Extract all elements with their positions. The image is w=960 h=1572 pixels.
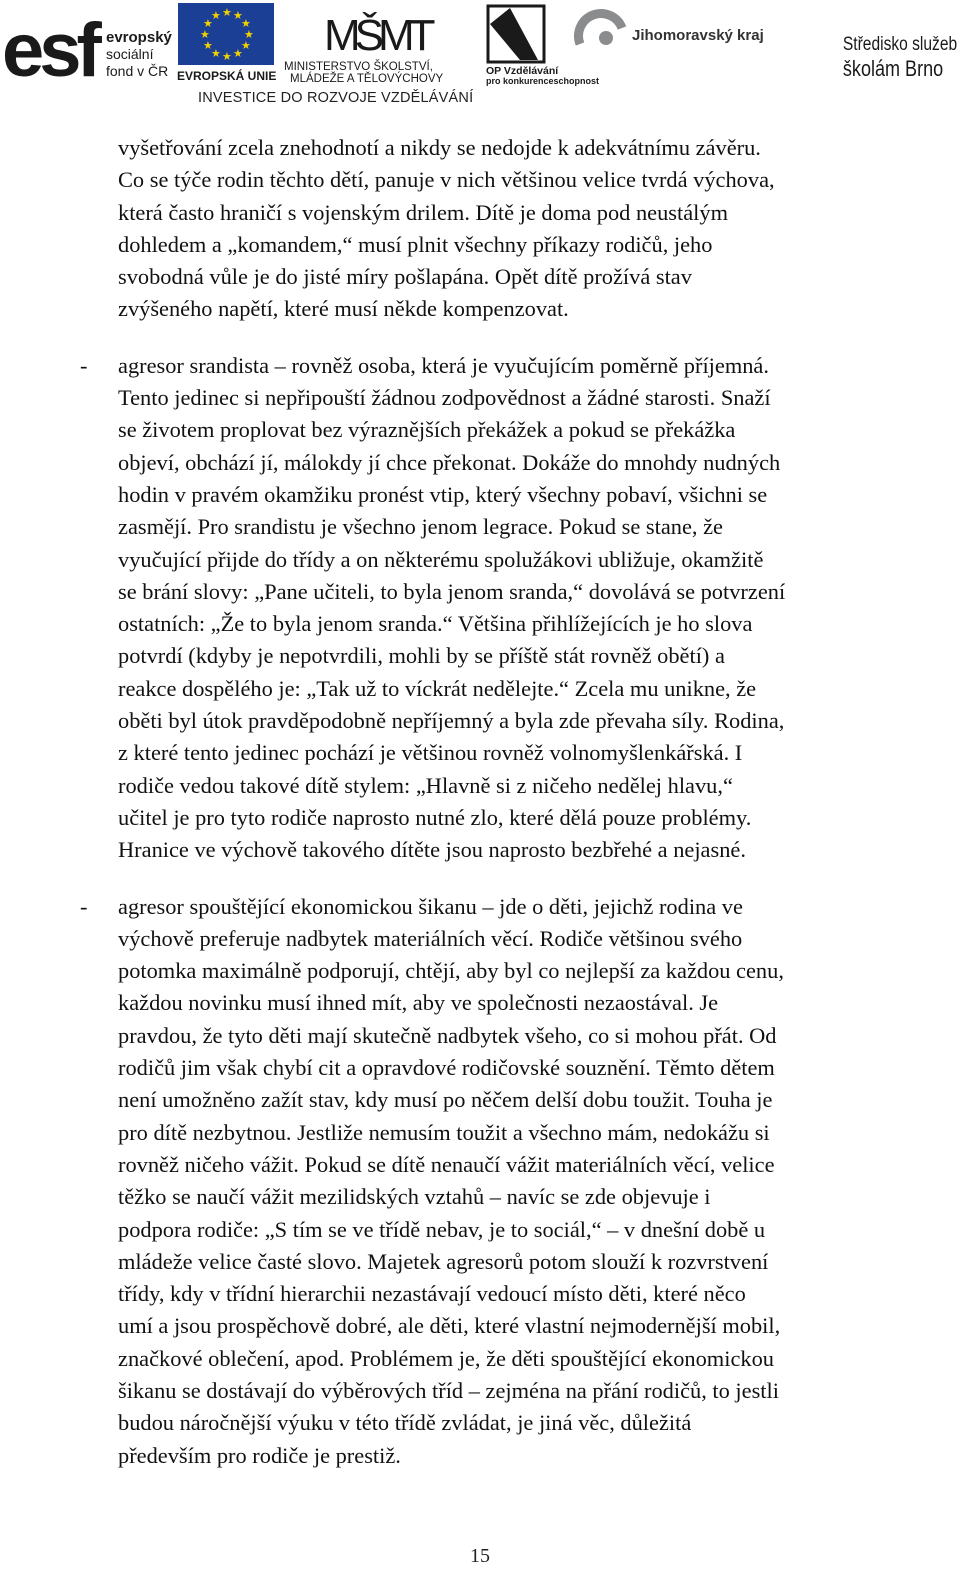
sks-logo bbox=[838, 26, 956, 91]
eu-star-icon: ★ bbox=[202, 40, 213, 52]
text-line: každou novinku musí ihned mít, aby ve společnosti nezaostával. Je bbox=[118, 990, 719, 1016]
msmt-line-1: MINISTERSTVO ŠKOLSTVÍ, bbox=[284, 61, 433, 73]
text-line: ostatních: „Že to byla jenom sranda.“ Většina přihlížejících je ho slova bbox=[118, 611, 753, 637]
esf-logo bbox=[2, 4, 172, 93]
text-line: oběti byl útok pravděpodobně nepříjemný a byla zde převaha síly. Rodina, bbox=[118, 708, 785, 734]
sks-line-2: školám Brno bbox=[842, 57, 944, 82]
text-line: se brání slovy: „Pane učiteli, to byla jenom sranda,“ dovolává se potvrzení bbox=[118, 578, 786, 604]
text-line: Co se týče rodin těchto dětí, panuje v nich většinou velice tvrdá výchova, bbox=[118, 167, 775, 193]
list-marker: - bbox=[80, 352, 88, 378]
text-line: agresor srandista – rovněž osoba, která je vyučujícím poměrně příjemná. bbox=[118, 352, 769, 378]
text-line: objeví, obchází jí, málokdy jí chce překonat. Dokáže do mnohdy nudných bbox=[118, 449, 781, 475]
page-number: 15 bbox=[470, 1545, 490, 1567]
text-line: pro dítě nezbytnou. Jestliže nemusím toužit a všechno mám, nedokážu si bbox=[118, 1119, 770, 1145]
opvk-shape bbox=[490, 8, 538, 60]
text-line: značkové oblečení, apod. Problémem je, že děti spouštějící ekonomickou bbox=[118, 1345, 774, 1371]
eu-star-icon: ★ bbox=[233, 9, 243, 22]
continuation-paragraph bbox=[118, 132, 960, 326]
logo-bar bbox=[0, 0, 960, 116]
text-line: učitel je pro tyto rodiče naprosto nutné zlo, které dělá pouze problémy. bbox=[118, 804, 752, 830]
text-line: vyšetřování zcela znehodnotí a nikdy se nedojde k adekvátnímu závěru. bbox=[118, 135, 761, 160]
text-line: šikanu se dostávají do výběrových tříd – zejména na přání rodičů, to jestli bbox=[118, 1377, 779, 1403]
text-line: umí a jsou prospěchově dobré, ale děti, které vlastní nejmodernější mobil, bbox=[118, 1313, 781, 1339]
eu-star-icon: ★ bbox=[233, 48, 243, 61]
eu-star-icon: ★ bbox=[200, 29, 210, 41]
text-line: budou náročnější výuku v této třídě zvládat, je jiná věc, důležitá bbox=[118, 1410, 692, 1436]
opvk-logo bbox=[480, 2, 600, 91]
jmk-dot bbox=[599, 31, 613, 45]
eu-star-icon: ★ bbox=[211, 9, 221, 22]
text-line: agresor spouštějící ekonomickou šikanu – jde o děti, jejichž rodina ve bbox=[118, 893, 743, 919]
bullet-list bbox=[80, 350, 960, 1472]
eu-star-icon: ★ bbox=[241, 18, 251, 30]
text-line: vyučující přijde do třídy a on některému spolužákovi ubližuje, okamžitě bbox=[118, 546, 764, 572]
jmk-logo bbox=[576, 8, 776, 63]
text-line: těžko se naučí vážit mezilidských vztahů – navíc se zde objevuje i bbox=[118, 1184, 711, 1210]
text-line: reakce dospělého je: „Tak už to víckrát nedělejte.“ Zcela mu unikne, že bbox=[118, 675, 757, 701]
text-line: potvrdí (kdyby je nepotvrdili, mohli by se příště stát rovněž obětí) a bbox=[118, 643, 725, 669]
text-line: zasmějí. Pro srandistu je všechno jenom legrace. Pokud se stane, že bbox=[118, 514, 723, 540]
esf-line-2: sociální bbox=[106, 46, 154, 62]
sks-line-1: Středisko služeb bbox=[842, 32, 958, 55]
eu-logo bbox=[176, 2, 280, 89]
document-body bbox=[80, 132, 960, 1496]
text-line: pravdou, že tyto děti mají skutečně nadbytek všeho, co si mohou přát. Od bbox=[118, 1022, 777, 1048]
list-item bbox=[80, 350, 960, 867]
esf-mark: esf bbox=[2, 8, 97, 93]
text-line: se životem proplovat bez výraznějších překážek a pokud se překážka bbox=[118, 417, 736, 443]
text-line: rovněž ničeho vážit. Pokud se dítě nenaučí vážit materiálních věcí, velice bbox=[118, 1151, 775, 1177]
text-line: Hranice ve výchově takového dítěte jsou naprosto bezbřehé a nejasné. bbox=[118, 837, 746, 863]
eu-star-icon: ★ bbox=[222, 51, 232, 63]
eu-star-icon: ★ bbox=[244, 29, 254, 41]
msmt-mark: MŠMT bbox=[324, 11, 430, 60]
text-line: především pro rodiče je prestiž. bbox=[118, 1442, 401, 1468]
msmt-line-2: MLÁDEŽE A TĚLOVÝCHOVY bbox=[290, 73, 444, 85]
text-line: podpora rodiče: „S tím se ve třídě nebav, je to sociál,“ – v dnešní době u bbox=[118, 1216, 766, 1242]
opvk-line-2: pro konkurenceschopnost bbox=[486, 76, 600, 86]
text-line: dohledem a „komandem,“ musí plnit všechny příkazy rodičů, jeho bbox=[118, 231, 713, 257]
esf-line-3: fond v ČR bbox=[106, 63, 169, 79]
jmk-label: Jihomoravský kraj bbox=[632, 27, 764, 44]
text-line: hodin v pravém okamžiku pronést vtip, který všechny pobaví, všichni se bbox=[118, 481, 768, 507]
esf-line-1: evropský bbox=[106, 29, 172, 46]
text-line: zvýšeného napětí, které musí někde kompenzovat. bbox=[118, 296, 569, 322]
text-line: třídy, kdy v třídní hierarchii nezastávají vedoucí místo děti, které něco bbox=[118, 1281, 746, 1307]
list-item-text bbox=[118, 891, 960, 1472]
list-item bbox=[80, 891, 960, 1472]
eu-star-icon: ★ bbox=[241, 40, 251, 52]
eu-label: EVROPSKÁ UNIE bbox=[177, 69, 277, 83]
text-line: výchově preferuje nadbytek materiálních věcí. Rodiče většinou svého bbox=[118, 925, 743, 951]
text-line: potomka maximálně podporují, chtějí, aby byl co nejlepší za každou cenu, bbox=[118, 958, 784, 984]
investice-tagline: INVESTICE DO ROZVOJE VZDĚLÁVÁNÍ bbox=[198, 90, 474, 106]
text-line: mládeže velice časté slovo. Majetek agresorů potom slouží k rozvrstvení bbox=[118, 1248, 769, 1274]
text-line: není umožněno zažít stav, kdy musí po něčem delší dobu toužit. Touha je bbox=[118, 1087, 773, 1113]
text-line: která často hraničí s vojenským drilem. Dítě je doma pod neustálým bbox=[118, 199, 728, 225]
eu-star-icon: ★ bbox=[222, 7, 232, 19]
text-line: svobodná vůle je do jisté míry pošlapána. Opět dítě prožívá stav bbox=[118, 264, 692, 290]
list-marker: - bbox=[80, 893, 88, 919]
eu-star-icon: ★ bbox=[211, 48, 221, 61]
text-line: Tento jedinec si nepřipouští žádnou zodpovědnost a žádné starosti. Snaží bbox=[118, 385, 771, 411]
text-line: rodičů jim však chybí cit a opravdové rodičovské souznění. Těmto dětem bbox=[118, 1055, 775, 1081]
text-line: rodiče vedou takové dítě stylem: „Hlavně si z ničeho nedělej hlavu,“ bbox=[118, 772, 733, 798]
msmt-logo bbox=[284, 2, 464, 91]
opvk-line-1: OP Vzdělávání bbox=[486, 65, 559, 77]
list-item-text bbox=[118, 350, 960, 867]
text-line: z které tento jedinec pochází je většinou rovněž volnomyšlenkářská. I bbox=[118, 740, 743, 766]
eu-star-icon: ★ bbox=[202, 18, 213, 30]
